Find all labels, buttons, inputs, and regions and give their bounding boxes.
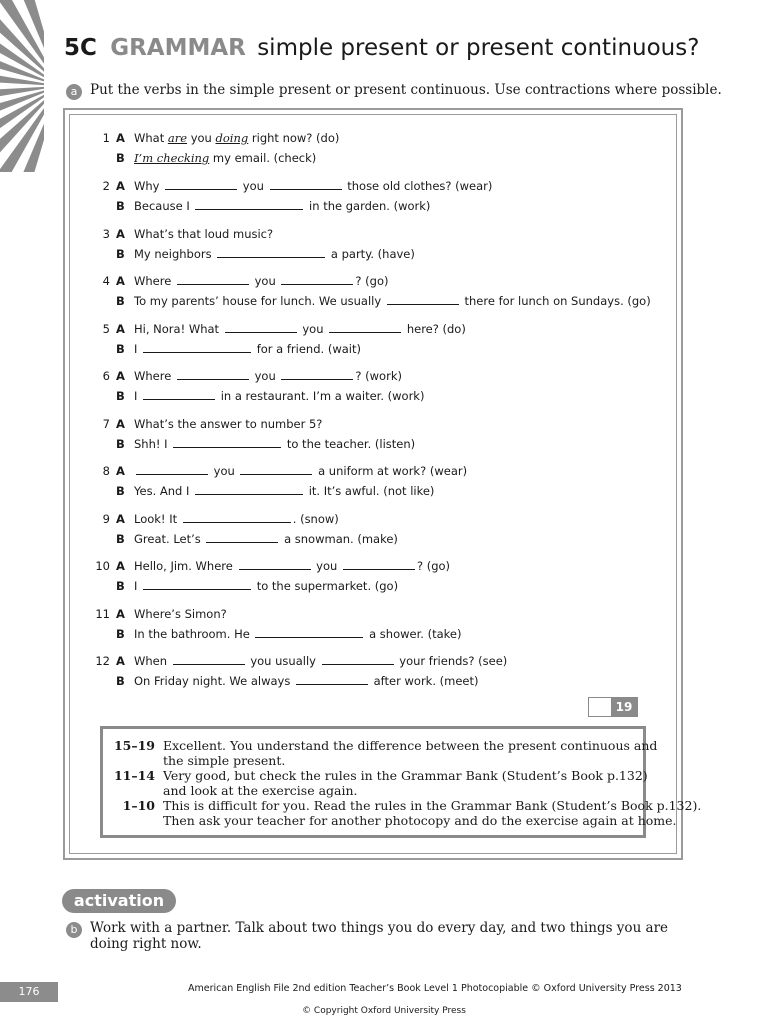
part-b-marker: b	[66, 922, 82, 938]
speaker-label: A	[116, 607, 125, 621]
speaker-label: B	[116, 151, 125, 165]
part-b-line: Work with a partner. Talk about two things you do every day, and two things you are	[90, 920, 669, 936]
part-a-instruction: Put the verbs in the simple present or present continuous. Use contractions where possible.	[90, 82, 722, 98]
exercise-line	[70, 129, 670, 147]
section-name: GRAMMAR	[110, 35, 246, 61]
line-text: What’s that loud music?	[134, 227, 274, 241]
speaker-label: B	[116, 484, 125, 498]
item-number: 3	[102, 227, 110, 241]
answer-blank[interactable]	[195, 483, 303, 495]
exercise-line	[70, 177, 670, 195]
answer-blank[interactable]	[206, 531, 278, 543]
line-text: I’m checking my email. (check)	[134, 151, 317, 165]
speaker-label: A	[116, 131, 125, 145]
exercise-line	[70, 557, 670, 575]
speaker-label: A	[116, 369, 125, 383]
speaker-label: B	[116, 389, 125, 403]
exercise-line	[70, 605, 670, 623]
answer-blank[interactable]	[239, 558, 311, 570]
speaker-label: A	[116, 227, 125, 241]
answer-blank[interactable]	[240, 463, 312, 475]
score-range: 15–19	[113, 738, 155, 753]
part-a-marker: a	[66, 84, 82, 100]
line-text: My neighbors a party. (have)	[134, 247, 415, 261]
item-number: 12	[95, 654, 110, 668]
exercise-line	[70, 462, 670, 480]
exercise-line	[70, 340, 670, 358]
footer-credit: American English File 2nd edition Teacher’s Book Level 1 Photocopiable © Oxford University Press 2013	[188, 983, 682, 994]
answer-blank[interactable]	[143, 388, 215, 400]
line-text: When you usually your friends? (see)	[134, 654, 508, 668]
speaker-label: B	[116, 627, 125, 641]
exercise-line	[70, 530, 670, 548]
line-text: Yes. And I it. It’s awful. (not like)	[134, 484, 435, 498]
line-text: What’s the answer to number 5?	[134, 417, 323, 431]
score-input[interactable]	[589, 698, 611, 716]
exercise-line	[70, 415, 670, 433]
score-feedback: the simple present.	[163, 753, 286, 768]
answer-blank[interactable]	[296, 673, 368, 685]
speaker-label: A	[116, 417, 125, 431]
example-answer: are	[167, 131, 188, 145]
exercise-line	[70, 292, 670, 310]
answer-blank[interactable]	[270, 178, 342, 190]
item-number: 4	[102, 274, 110, 288]
line-text: Why you those old clothes? (wear)	[134, 179, 493, 193]
line-text: Hi, Nora! What you here? (do)	[134, 322, 466, 336]
speaker-label: B	[116, 437, 125, 451]
answer-blank[interactable]	[195, 198, 303, 210]
score-range: 11–14	[113, 768, 155, 783]
page-number: 176	[0, 982, 58, 1002]
answer-blank[interactable]	[329, 321, 401, 333]
line-text: Look! It . (snow)	[134, 512, 339, 526]
line-text: Great. Let’s a snowman. (make)	[134, 532, 398, 546]
answer-blank[interactable]	[387, 293, 459, 305]
answer-blank[interactable]	[143, 341, 251, 353]
speaker-label: B	[116, 532, 125, 546]
line-text: What are you doing right now? (do)	[134, 131, 340, 145]
speaker-label: B	[116, 342, 125, 356]
line-text: To my parents’ house for lunch. We usually there for lunch on Sundays. (go)	[134, 294, 651, 308]
answer-blank[interactable]	[217, 246, 325, 258]
answer-blank[interactable]	[281, 273, 353, 285]
exercise-line	[70, 387, 670, 405]
line-text: Hello, Jim. Where you ? (go)	[134, 559, 451, 573]
exercise-line	[70, 367, 670, 385]
activation-label: activation	[62, 889, 176, 913]
score-box	[588, 697, 638, 717]
line-text: I to the supermarket. (go)	[134, 579, 399, 593]
score-range: 1–10	[122, 798, 155, 813]
answer-blank[interactable]	[225, 321, 297, 333]
score-feedback: Then ask your teacher for another photocopy and do the exercise again at home.	[163, 813, 677, 828]
item-number: 6	[102, 369, 110, 383]
exercise-line	[70, 272, 670, 290]
score-feedback: Excellent. You understand the difference between the present continuous and	[163, 738, 658, 753]
answer-blank[interactable]	[143, 578, 251, 590]
page-title	[64, 35, 699, 61]
title-text: simple present or present continuous?	[257, 35, 700, 61]
item-number: 8	[102, 464, 110, 478]
answer-blank[interactable]	[136, 463, 208, 475]
line-text: Because I in the garden. (work)	[134, 199, 431, 213]
exercise-line	[70, 625, 670, 643]
example-answer: doing	[215, 131, 249, 145]
answer-blank[interactable]	[281, 368, 353, 380]
part-b-line: doing right now.	[90, 936, 202, 952]
item-number: 11	[95, 607, 110, 621]
answer-blank[interactable]	[343, 558, 415, 570]
answer-blank[interactable]	[255, 626, 363, 638]
line-text: I for a friend. (wait)	[134, 342, 361, 356]
item-number: 10	[95, 559, 110, 573]
speaker-label: B	[116, 674, 125, 688]
section-code: 5C	[64, 35, 97, 61]
item-number: 7	[102, 417, 110, 431]
item-number: 1	[102, 131, 110, 145]
exercise-line	[70, 225, 670, 243]
exercise-line	[70, 149, 670, 167]
answer-blank[interactable]	[322, 653, 394, 665]
speaker-label: B	[116, 247, 125, 261]
score-key-box	[100, 726, 702, 838]
speaker-label: B	[116, 294, 125, 308]
answer-blank[interactable]	[177, 368, 249, 380]
speaker-label: A	[116, 322, 125, 336]
answer-blank[interactable]	[165, 178, 237, 190]
answer-blank[interactable]	[177, 273, 249, 285]
line-text: Where you ? (go)	[134, 274, 389, 288]
answer-blank[interactable]	[173, 436, 281, 448]
sunburst-decoration	[0, 0, 44, 172]
speaker-label: A	[116, 559, 125, 573]
speaker-label: A	[116, 512, 125, 526]
exercise-line	[70, 245, 670, 263]
item-number: 2	[102, 179, 110, 193]
exercise-line	[70, 652, 670, 670]
score-feedback: This is difficult for you. Read the rules in the Grammar Bank (Student’s Book p.132).	[163, 798, 702, 813]
exercise-line	[70, 672, 670, 690]
line-text: Where’s Simon?	[134, 607, 227, 621]
exercise-line	[70, 320, 670, 338]
speaker-label: B	[116, 199, 125, 213]
exercise-line	[70, 435, 670, 453]
speaker-label: A	[116, 654, 125, 668]
line-text: Shh! I to the teacher. (listen)	[134, 437, 416, 451]
answer-blank[interactable]	[173, 653, 245, 665]
example-answer: I’m checking	[134, 151, 210, 165]
item-number: 9	[102, 512, 110, 526]
exercise-line	[70, 577, 670, 595]
score-feedback: and look at the exercise again.	[163, 783, 358, 798]
speaker-label: A	[116, 464, 125, 478]
speaker-label: A	[116, 179, 125, 193]
score-total: 19	[611, 698, 637, 716]
part-b-instruction	[90, 920, 668, 952]
line-text: I in a restaurant. I’m a waiter. (work)	[134, 389, 425, 403]
line-text: In the bathroom. He a shower. (take)	[134, 627, 462, 641]
exercise-line	[70, 197, 670, 215]
speaker-label: A	[116, 274, 125, 288]
copyright-notice: © Copyright Oxford University Press	[302, 1006, 466, 1016]
item-number: 5	[102, 322, 110, 336]
speaker-label: B	[116, 579, 125, 593]
line-text: On Friday night. We always after work. (meet)	[134, 674, 479, 688]
line-text: you a uniform at work? (wear)	[134, 462, 467, 480]
answer-blank[interactable]	[183, 511, 291, 523]
exercise-line	[70, 482, 670, 500]
line-text: Where you ? (work)	[134, 369, 402, 383]
score-feedback: Very good, but check the rules in the Grammar Bank (Student’s Book p.132)	[163, 768, 648, 783]
exercise-line	[70, 510, 670, 528]
